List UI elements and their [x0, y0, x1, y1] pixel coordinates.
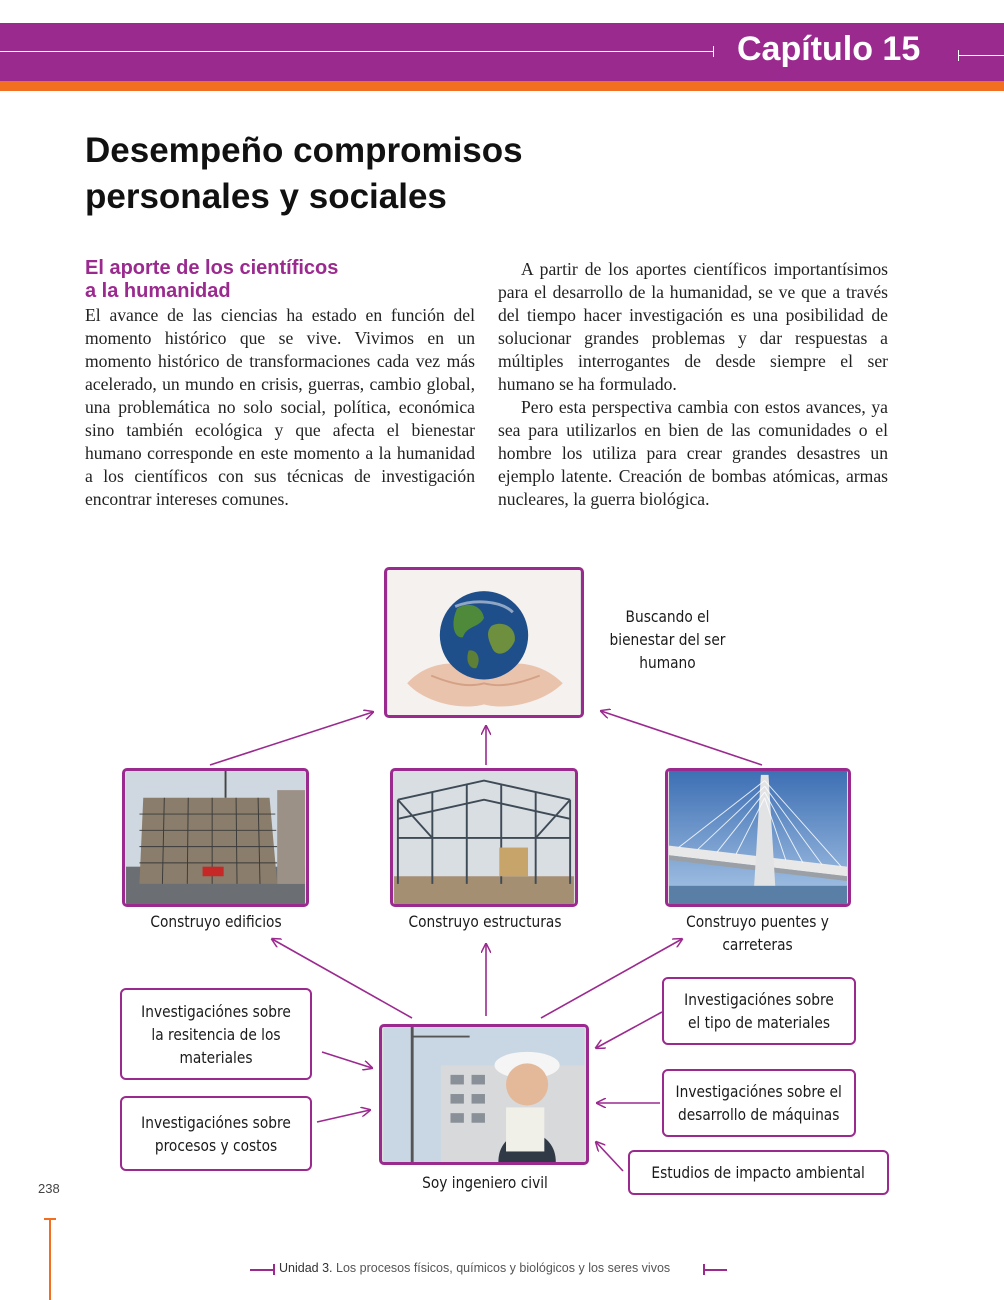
- page-number: 238: [38, 1181, 60, 1196]
- footer-line-left: [250, 1269, 274, 1271]
- globe-in-hands-photo: [384, 567, 584, 718]
- environment-box: [628, 1150, 889, 1195]
- civil-engineer-icon: [382, 1027, 586, 1162]
- margin-rule: [49, 1219, 51, 1300]
- bridges-caption: [665, 910, 850, 956]
- resistance-text: [141, 1000, 291, 1069]
- arrow-environment-to-engineer: [596, 1142, 623, 1171]
- materials-text: [684, 988, 834, 1034]
- structures-photo: [390, 768, 578, 907]
- processes-line-2: procesos y costos: [154, 1135, 278, 1155]
- arrow-resistance-to-engineer: [322, 1052, 372, 1068]
- bridges-caption-line-2: carreteras: [722, 935, 793, 954]
- machines-line-1: Investigaciónes sobre el: [675, 1082, 843, 1101]
- page-title-line-2: personales y sociales: [85, 177, 447, 216]
- resistance-line-1: Investigaciónes sobre: [141, 1001, 291, 1021]
- materials-line-1: Investigaciónes sobre: [684, 990, 834, 1009]
- right-paragraph-2: Pero esta perspectiva cambia con estos avances, ya sea para utilizarlos en bien de las comunidades o el hombre los utiliza para crear grandes desastres un ejemplo latente. Creación de bombas atómicas, armas nucleares, la guerra biológica.: [498, 397, 888, 509]
- resistance-line-3: materiales: [179, 1047, 253, 1067]
- processes-line-1: Investigaciónes sobre: [141, 1112, 291, 1132]
- bridges-caption-line-1: Construyo puentes y: [686, 912, 829, 931]
- globe-in-hands-icon: [387, 570, 581, 715]
- environment-text: Estudios de impacto ambiental: [651, 1163, 866, 1182]
- arrow-processes-to-engineer: [317, 1110, 370, 1122]
- machines-box: [662, 1069, 856, 1137]
- chapter-label: Capítulo 15: [737, 30, 921, 68]
- steel-structure-icon: [393, 771, 575, 904]
- top-caption: [609, 605, 725, 674]
- cable-stayed-bridge-icon: [668, 771, 848, 904]
- machines-text: [676, 1080, 842, 1126]
- left-paragraph: El avance de las ciencias ha estado en función del momento histórico que se vive. Vivimos en un momento histórico de transformaciones cada vez más acelerado, un mundo en crisis, guerras, cambio global, una problemática no solo social, política, económica sino también ecológica y que afecta el bienestar humano corresponde en este momento a la humanidad a los científicos con sus técnicas de investigación encontrar intereses comunes.: [85, 305, 475, 509]
- arrow-materials-to-engineer: [596, 1012, 662, 1048]
- resistance-line-2: la resitencia de los: [151, 1024, 281, 1044]
- building-construction-icon: [125, 771, 306, 904]
- engineer-caption: Soy ingeniero civil: [422, 1173, 548, 1192]
- processes-text: [141, 1111, 291, 1157]
- processes-box: [120, 1096, 312, 1171]
- top-caption-line-3: humano: [639, 653, 696, 672]
- resistance-box: [120, 988, 312, 1080]
- footer-unit-title: Los procesos físicos, químicos y biológicos y los seres vivos: [336, 1261, 671, 1275]
- page-title-line-1: Desempeño compromisos: [85, 131, 523, 170]
- structures-caption: Construyo estructuras: [408, 912, 562, 931]
- footer-unit: Unidad 3.: [279, 1261, 333, 1275]
- machines-line-2: desarrollo de máquinas: [678, 1105, 840, 1124]
- right-paragraph-1: A partir de los aportes científicos importantísimos para el desarrollo de la humanidad, se ve que a través del tiempo hacer investigación es una posibilidad de solucionar grandes problemas y dar respuestas a múltiples interrogantes de desde siempre el ser humano se ha formulado.: [498, 259, 888, 394]
- arrow-bridges-to-top: [601, 711, 762, 765]
- bridges-photo: [665, 768, 851, 907]
- arrow-buildings-to-top: [210, 712, 373, 765]
- section-heading-line-1: El aporte de los científicos: [85, 257, 339, 279]
- footer-text: [279, 1261, 670, 1275]
- buildings-caption: Construyo edificios: [150, 912, 282, 931]
- footer: [248, 1260, 728, 1280]
- materials-box: [662, 977, 856, 1045]
- buildings-photo: [122, 768, 309, 907]
- top-caption-line-2: bienestar del ser: [609, 630, 726, 649]
- top-caption-line-1: Buscando el: [625, 607, 710, 626]
- footer-tick-left: [273, 1264, 275, 1275]
- engineer-photo: [379, 1024, 589, 1165]
- section-heading-line-2: a la humanidad: [85, 280, 231, 302]
- materials-line-2: el tipo de materiales: [687, 1013, 831, 1032]
- footer-line-right: [703, 1269, 727, 1271]
- arrow-engineer-to-bridges: [541, 939, 682, 1018]
